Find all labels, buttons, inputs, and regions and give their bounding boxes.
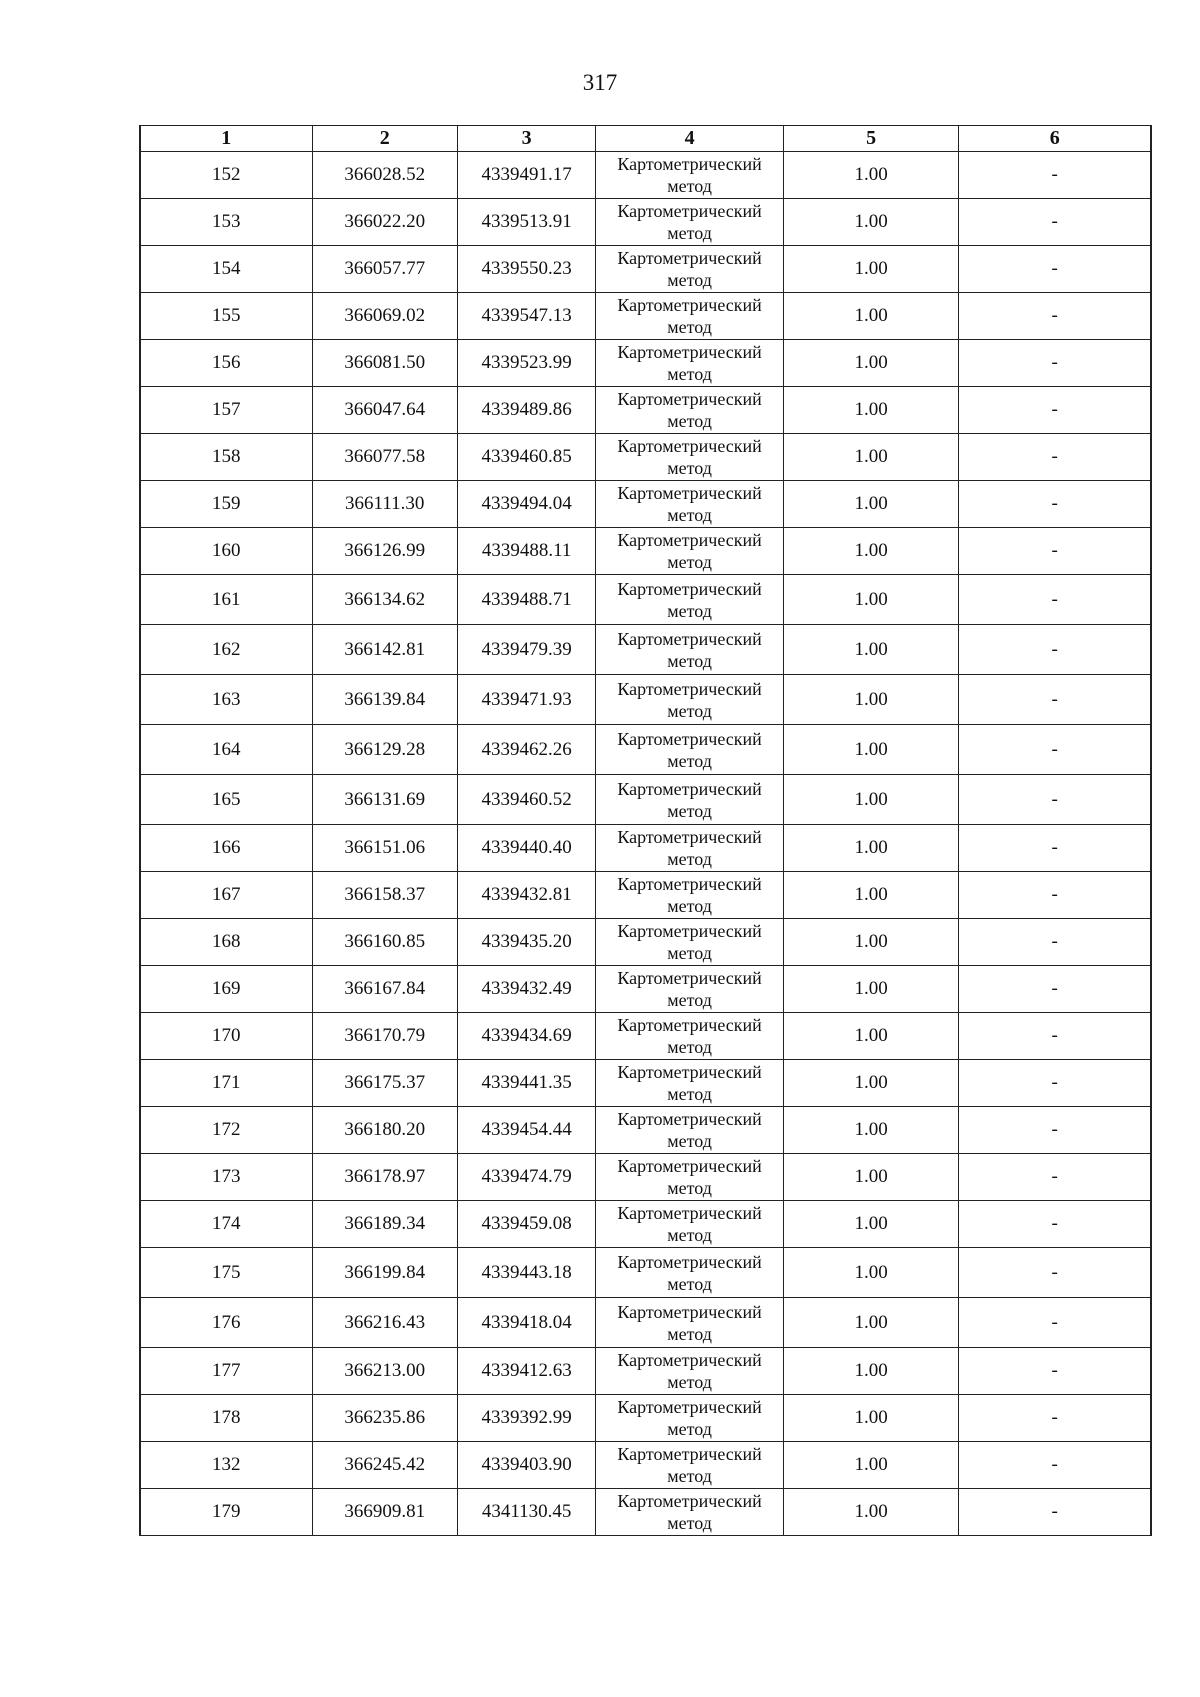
point-number-cell: 176 bbox=[141, 1298, 313, 1348]
y-coordinate-cell: 4339491.17 bbox=[457, 152, 595, 199]
x-coordinate-cell: 366178.97 bbox=[312, 1154, 457, 1201]
method-line-1: Картометрический bbox=[617, 530, 762, 550]
y-coordinate-cell: 4339392.99 bbox=[457, 1395, 595, 1442]
table-row bbox=[141, 1395, 1151, 1442]
method-cell bbox=[596, 1298, 784, 1348]
x-coordinate-cell: 366216.43 bbox=[312, 1298, 457, 1348]
method-line-2: метод bbox=[667, 176, 712, 196]
method-cell bbox=[596, 340, 784, 387]
y-coordinate-cell: 4339494.04 bbox=[457, 481, 595, 528]
table-row bbox=[141, 481, 1151, 528]
y-coordinate-cell: 4339403.90 bbox=[457, 1442, 595, 1489]
method-line-2: метод bbox=[667, 317, 712, 337]
method-cell bbox=[596, 1013, 784, 1060]
accuracy-cell: 1.00 bbox=[783, 872, 959, 919]
method-line-1: Картометрический bbox=[617, 578, 762, 599]
y-coordinate-cell: 4339479.39 bbox=[457, 625, 595, 675]
table-header-row bbox=[141, 126, 1151, 152]
y-coordinate-cell: 4339432.81 bbox=[457, 872, 595, 919]
page-number: 317 bbox=[582, 70, 618, 95]
method-cell bbox=[596, 966, 784, 1013]
note-cell: - bbox=[959, 434, 1151, 481]
method-line-2: метод bbox=[667, 650, 712, 671]
x-coordinate-cell: 366151.06 bbox=[312, 825, 457, 872]
accuracy-cell: 1.00 bbox=[783, 575, 959, 625]
point-number-cell: 162 bbox=[141, 625, 313, 675]
method-line-1: Картометрический bbox=[617, 628, 762, 649]
x-coordinate-cell: 366069.02 bbox=[312, 293, 457, 340]
method-cell bbox=[596, 872, 784, 919]
method-line-2: метод bbox=[667, 990, 712, 1010]
point-number-cell: 179 bbox=[141, 1489, 313, 1536]
method-line-2: метод bbox=[667, 1466, 712, 1486]
accuracy-cell: 1.00 bbox=[783, 966, 959, 1013]
method-line-1: Картометрический bbox=[617, 389, 762, 409]
method-cell bbox=[596, 481, 784, 528]
table-row bbox=[141, 1298, 1151, 1348]
method-line-1: Картометрический bbox=[617, 1350, 762, 1370]
table-row bbox=[141, 528, 1151, 575]
x-coordinate-cell: 366129.28 bbox=[312, 725, 457, 775]
note-cell: - bbox=[959, 625, 1151, 675]
method-line-2: метод bbox=[667, 1037, 712, 1057]
x-coordinate-cell: 366111.30 bbox=[312, 481, 457, 528]
x-coordinate-cell: 366235.86 bbox=[312, 1395, 457, 1442]
x-coordinate-cell: 366057.77 bbox=[312, 246, 457, 293]
method-line-2: метод bbox=[667, 1273, 712, 1294]
x-coordinate-cell: 366022.20 bbox=[312, 199, 457, 246]
accuracy-cell: 1.00 bbox=[783, 1013, 959, 1060]
method-cell bbox=[596, 1348, 784, 1395]
note-cell: - bbox=[959, 293, 1151, 340]
table-row bbox=[141, 1201, 1151, 1248]
accuracy-cell: 1.00 bbox=[783, 340, 959, 387]
note-cell: - bbox=[959, 152, 1151, 199]
table-row bbox=[141, 919, 1151, 966]
method-line-2: метод bbox=[667, 364, 712, 384]
note-cell: - bbox=[959, 775, 1151, 825]
point-number-cell: 163 bbox=[141, 675, 313, 725]
point-number-cell: 156 bbox=[141, 340, 313, 387]
method-line-2: метод bbox=[667, 1225, 712, 1245]
accuracy-cell: 1.00 bbox=[783, 1442, 959, 1489]
method-line-1: Картометрический bbox=[617, 827, 762, 847]
y-coordinate-cell: 4339443.18 bbox=[457, 1248, 595, 1298]
method-line-1: Картометрический bbox=[617, 921, 762, 941]
method-line-1: Картометрический bbox=[617, 342, 762, 362]
table-row bbox=[141, 1248, 1151, 1298]
x-coordinate-cell: 366180.20 bbox=[312, 1107, 457, 1154]
table-row bbox=[141, 872, 1151, 919]
note-cell: - bbox=[959, 1013, 1151, 1060]
note-cell: - bbox=[959, 1060, 1151, 1107]
method-line-1: Картометрический bbox=[617, 1062, 762, 1082]
method-cell bbox=[596, 825, 784, 872]
method-line-2: метод bbox=[667, 700, 712, 721]
note-cell: - bbox=[959, 675, 1151, 725]
note-cell: - bbox=[959, 575, 1151, 625]
y-coordinate-cell: 4339462.26 bbox=[457, 725, 595, 775]
method-line-1: Картометрический bbox=[617, 778, 762, 799]
accuracy-cell: 1.00 bbox=[783, 675, 959, 725]
method-cell bbox=[596, 152, 784, 199]
table-row bbox=[141, 1489, 1151, 1536]
method-cell bbox=[596, 1201, 784, 1248]
accuracy-cell: 1.00 bbox=[783, 775, 959, 825]
table-row bbox=[141, 825, 1151, 872]
method-line-1: Картометрический bbox=[617, 1109, 762, 1129]
method-line-1: Картометрический bbox=[617, 1301, 762, 1322]
y-coordinate-cell: 4339432.49 bbox=[457, 966, 595, 1013]
column-header: 6 bbox=[959, 126, 1151, 152]
point-number-cell: 154 bbox=[141, 246, 313, 293]
column-header: 5 bbox=[783, 126, 959, 152]
y-coordinate-cell: 4339547.13 bbox=[457, 293, 595, 340]
method-cell bbox=[596, 625, 784, 675]
table-row bbox=[141, 575, 1151, 625]
point-number-cell: 169 bbox=[141, 966, 313, 1013]
method-cell bbox=[596, 725, 784, 775]
x-coordinate-cell: 366160.85 bbox=[312, 919, 457, 966]
method-line-2: метод bbox=[667, 600, 712, 621]
table-row bbox=[141, 1348, 1151, 1395]
accuracy-cell: 1.00 bbox=[783, 1395, 959, 1442]
x-coordinate-cell: 366213.00 bbox=[312, 1348, 457, 1395]
y-coordinate-cell: 4339488.71 bbox=[457, 575, 595, 625]
x-coordinate-cell: 366047.64 bbox=[312, 387, 457, 434]
method-line-2: метод bbox=[667, 1178, 712, 1198]
note-cell: - bbox=[959, 872, 1151, 919]
method-line-2: метод bbox=[667, 896, 712, 916]
x-coordinate-cell: 366126.99 bbox=[312, 528, 457, 575]
point-number-cell: 168 bbox=[141, 919, 313, 966]
y-coordinate-cell: 4339441.35 bbox=[457, 1060, 595, 1107]
column-header: 2 bbox=[312, 126, 457, 152]
y-coordinate-cell: 4339489.86 bbox=[457, 387, 595, 434]
method-line-1: Картометрический bbox=[617, 483, 762, 503]
method-cell bbox=[596, 387, 784, 434]
x-coordinate-cell: 366170.79 bbox=[312, 1013, 457, 1060]
point-number-cell: 175 bbox=[141, 1248, 313, 1298]
y-coordinate-cell: 4339460.52 bbox=[457, 775, 595, 825]
method-cell bbox=[596, 919, 784, 966]
note-cell: - bbox=[959, 1489, 1151, 1536]
table-row bbox=[141, 725, 1151, 775]
method-line-1: Картометрический bbox=[617, 1156, 762, 1176]
method-cell bbox=[596, 1107, 784, 1154]
note-cell: - bbox=[959, 1395, 1151, 1442]
method-line-1: Картометрический bbox=[617, 678, 762, 699]
accuracy-cell: 1.00 bbox=[783, 919, 959, 966]
point-number-cell: 155 bbox=[141, 293, 313, 340]
method-line-2: метод bbox=[667, 943, 712, 963]
table-row bbox=[141, 293, 1151, 340]
note-cell: - bbox=[959, 528, 1151, 575]
accuracy-cell: 1.00 bbox=[783, 1248, 959, 1298]
y-coordinate-cell: 4339434.69 bbox=[457, 1013, 595, 1060]
method-cell bbox=[596, 575, 784, 625]
point-number-cell: 160 bbox=[141, 528, 313, 575]
note-cell: - bbox=[959, 1201, 1151, 1248]
y-coordinate-cell: 4339550.23 bbox=[457, 246, 595, 293]
point-number-cell: 158 bbox=[141, 434, 313, 481]
table-body bbox=[141, 152, 1151, 1536]
method-line-2: метод bbox=[667, 270, 712, 290]
note-cell: - bbox=[959, 199, 1151, 246]
note-cell: - bbox=[959, 919, 1151, 966]
method-line-1: Картометрический bbox=[617, 874, 762, 894]
table-row bbox=[141, 340, 1151, 387]
table-row bbox=[141, 966, 1151, 1013]
y-coordinate-cell: 4339418.04 bbox=[457, 1298, 595, 1348]
accuracy-cell: 1.00 bbox=[783, 1489, 959, 1536]
point-number-cell: 164 bbox=[141, 725, 313, 775]
accuracy-cell: 1.00 bbox=[783, 1298, 959, 1348]
method-cell bbox=[596, 1395, 784, 1442]
point-number-cell: 170 bbox=[141, 1013, 313, 1060]
method-line-2: метод bbox=[667, 411, 712, 431]
y-coordinate-cell: 4339471.93 bbox=[457, 675, 595, 725]
table-row bbox=[141, 152, 1151, 199]
note-cell: - bbox=[959, 1248, 1151, 1298]
point-number-cell: 132 bbox=[141, 1442, 313, 1489]
method-line-2: метод bbox=[667, 1419, 712, 1439]
method-line-1: Картометрический bbox=[617, 154, 762, 174]
table-row bbox=[141, 1107, 1151, 1154]
point-number-cell: 153 bbox=[141, 199, 313, 246]
column-header: 4 bbox=[596, 126, 784, 152]
point-number-cell: 161 bbox=[141, 575, 313, 625]
accuracy-cell: 1.00 bbox=[783, 481, 959, 528]
table-row bbox=[141, 1060, 1151, 1107]
note-cell: - bbox=[959, 725, 1151, 775]
table-row bbox=[141, 675, 1151, 725]
point-number-cell: 166 bbox=[141, 825, 313, 872]
point-number-cell: 152 bbox=[141, 152, 313, 199]
method-line-1: Картометрический bbox=[617, 436, 762, 456]
note-cell: - bbox=[959, 966, 1151, 1013]
point-number-cell: 157 bbox=[141, 387, 313, 434]
column-header: 3 bbox=[457, 126, 595, 152]
y-coordinate-cell: 4339435.20 bbox=[457, 919, 595, 966]
note-cell: - bbox=[959, 387, 1151, 434]
y-coordinate-cell: 4339454.44 bbox=[457, 1107, 595, 1154]
method-line-2: метод bbox=[667, 750, 712, 771]
x-coordinate-cell: 366158.37 bbox=[312, 872, 457, 919]
x-coordinate-cell: 366028.52 bbox=[312, 152, 457, 199]
method-line-2: метод bbox=[667, 552, 712, 572]
method-line-1: Картометрический bbox=[617, 1203, 762, 1223]
y-coordinate-cell: 4339513.91 bbox=[457, 199, 595, 246]
accuracy-cell: 1.00 bbox=[783, 434, 959, 481]
note-cell: - bbox=[959, 1154, 1151, 1201]
x-coordinate-cell: 366131.69 bbox=[312, 775, 457, 825]
point-number-cell: 165 bbox=[141, 775, 313, 825]
y-coordinate-cell: 4339412.63 bbox=[457, 1348, 595, 1395]
accuracy-cell: 1.00 bbox=[783, 825, 959, 872]
accuracy-cell: 1.00 bbox=[783, 199, 959, 246]
method-line-2: метод bbox=[667, 1323, 712, 1344]
coordinates-table bbox=[140, 125, 1151, 1536]
method-line-2: метод bbox=[667, 800, 712, 821]
accuracy-cell: 1.00 bbox=[783, 1201, 959, 1248]
x-coordinate-cell: 366199.84 bbox=[312, 1248, 457, 1298]
point-number-cell: 171 bbox=[141, 1060, 313, 1107]
note-cell: - bbox=[959, 481, 1151, 528]
x-coordinate-cell: 366081.50 bbox=[312, 340, 457, 387]
x-coordinate-cell: 366077.58 bbox=[312, 434, 457, 481]
method-line-1: Картометрический bbox=[617, 1015, 762, 1035]
method-line-1: Картометрический bbox=[617, 1444, 762, 1464]
method-line-1: Картометрический bbox=[617, 728, 762, 749]
method-line-2: метод bbox=[667, 1131, 712, 1151]
x-coordinate-cell: 366245.42 bbox=[312, 1442, 457, 1489]
method-line-1: Картометрический bbox=[617, 1397, 762, 1417]
accuracy-cell: 1.00 bbox=[783, 246, 959, 293]
x-coordinate-cell: 366142.81 bbox=[312, 625, 457, 675]
method-cell bbox=[596, 199, 784, 246]
point-number-cell: 174 bbox=[141, 1201, 313, 1248]
note-cell: - bbox=[959, 1442, 1151, 1489]
point-number-cell: 173 bbox=[141, 1154, 313, 1201]
table-row bbox=[141, 434, 1151, 481]
y-coordinate-cell: 4339474.79 bbox=[457, 1154, 595, 1201]
y-coordinate-cell: 4339460.85 bbox=[457, 434, 595, 481]
table-row bbox=[141, 387, 1151, 434]
note-cell: - bbox=[959, 1298, 1151, 1348]
point-number-cell: 172 bbox=[141, 1107, 313, 1154]
method-line-2: метод bbox=[667, 458, 712, 478]
y-coordinate-cell: 4339523.99 bbox=[457, 340, 595, 387]
table-row bbox=[141, 199, 1151, 246]
y-coordinate-cell: 4339488.11 bbox=[457, 528, 595, 575]
x-coordinate-cell: 366189.34 bbox=[312, 1201, 457, 1248]
method-cell bbox=[596, 775, 784, 825]
method-line-2: метод bbox=[667, 1372, 712, 1392]
y-coordinate-cell: 4339440.40 bbox=[457, 825, 595, 872]
method-line-2: метод bbox=[667, 223, 712, 243]
accuracy-cell: 1.00 bbox=[783, 725, 959, 775]
y-coordinate-cell: 4339459.08 bbox=[457, 1201, 595, 1248]
point-number-cell: 177 bbox=[141, 1348, 313, 1395]
table-row bbox=[141, 246, 1151, 293]
point-number-cell: 159 bbox=[141, 481, 313, 528]
method-line-1: Картометрический bbox=[617, 1491, 762, 1511]
method-line-2: метод bbox=[667, 1513, 712, 1533]
method-cell bbox=[596, 528, 784, 575]
method-line-1: Картометрический bbox=[617, 248, 762, 268]
note-cell: - bbox=[959, 825, 1151, 872]
accuracy-cell: 1.00 bbox=[783, 387, 959, 434]
method-line-1: Картометрический bbox=[617, 201, 762, 221]
accuracy-cell: 1.00 bbox=[783, 293, 959, 340]
accuracy-cell: 1.00 bbox=[783, 1154, 959, 1201]
table-row bbox=[141, 1154, 1151, 1201]
method-cell bbox=[596, 246, 784, 293]
table-row bbox=[141, 1013, 1151, 1060]
method-line-1: Картометрический bbox=[617, 968, 762, 988]
note-cell: - bbox=[959, 340, 1151, 387]
table-row bbox=[141, 775, 1151, 825]
method-line-1: Картометрический bbox=[617, 295, 762, 315]
column-header: 1 bbox=[141, 126, 313, 152]
coordinates-table-frame bbox=[139, 125, 1152, 1536]
table-row bbox=[141, 1442, 1151, 1489]
accuracy-cell: 1.00 bbox=[783, 1107, 959, 1154]
method-line-2: метод bbox=[667, 505, 712, 525]
point-number-cell: 178 bbox=[141, 1395, 313, 1442]
x-coordinate-cell: 366167.84 bbox=[312, 966, 457, 1013]
note-cell: - bbox=[959, 246, 1151, 293]
y-coordinate-cell: 4341130.45 bbox=[457, 1489, 595, 1536]
method-line-2: метод bbox=[667, 1084, 712, 1104]
x-coordinate-cell: 366134.62 bbox=[312, 575, 457, 625]
method-cell bbox=[596, 1154, 784, 1201]
method-cell bbox=[596, 1489, 784, 1536]
point-number-cell: 167 bbox=[141, 872, 313, 919]
method-cell bbox=[596, 1060, 784, 1107]
method-cell bbox=[596, 434, 784, 481]
method-line-1: Картометрический bbox=[617, 1251, 762, 1272]
x-coordinate-cell: 366175.37 bbox=[312, 1060, 457, 1107]
method-cell bbox=[596, 293, 784, 340]
method-cell bbox=[596, 675, 784, 725]
accuracy-cell: 1.00 bbox=[783, 528, 959, 575]
x-coordinate-cell: 366909.81 bbox=[312, 1489, 457, 1536]
accuracy-cell: 1.00 bbox=[783, 1348, 959, 1395]
x-coordinate-cell: 366139.84 bbox=[312, 675, 457, 725]
accuracy-cell: 1.00 bbox=[783, 1060, 959, 1107]
method-cell bbox=[596, 1442, 784, 1489]
note-cell: - bbox=[959, 1107, 1151, 1154]
note-cell: - bbox=[959, 1348, 1151, 1395]
accuracy-cell: 1.00 bbox=[783, 152, 959, 199]
accuracy-cell: 1.00 bbox=[783, 625, 959, 675]
method-cell bbox=[596, 1248, 784, 1298]
table-row bbox=[141, 625, 1151, 675]
method-line-2: метод bbox=[667, 849, 712, 869]
